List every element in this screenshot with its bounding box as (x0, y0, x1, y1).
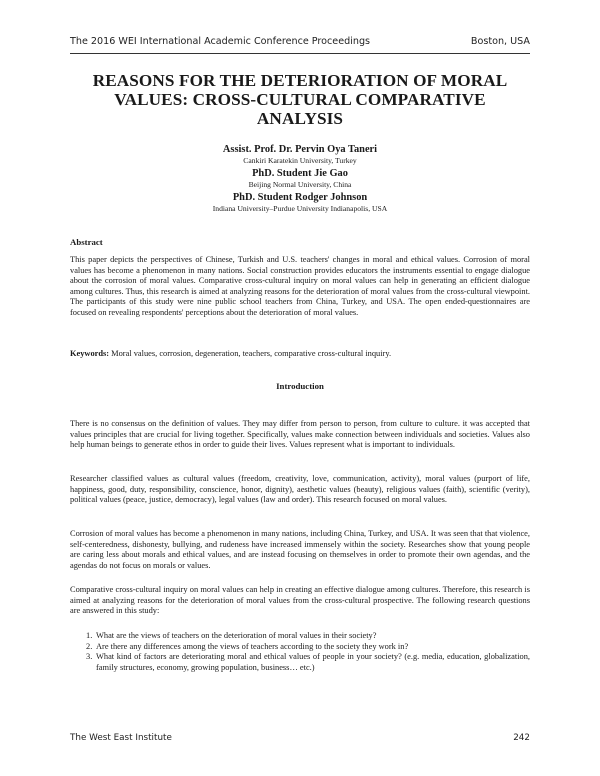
author-affiliation: Cankiri Karatekin University, Turkey (243, 156, 357, 165)
author-block (70, 143, 530, 215)
author-name: PhD. Student Rodger Johnson (232, 192, 368, 203)
list-item (70, 631, 530, 642)
intro-paragraph: There is no consensus on the definition of values. They may differ from person to person, from culture to culture. it was accepted that values principles that are crucial for living together. Specifically, values make connection between individuals and societies. Values also help human beings to generate ethos in order to guide their lives. Values represent what is important to individuals. (70, 419, 530, 450)
intro-paragraph: Comparative cross-cultural inquiry on moral values can help in creating an effective dialogue among cultures. Therefore, this research is aimed at analyzing reasons for the deterioration of moral values from the cross-cultural prospective. The following research questions are answered in this study: (70, 585, 530, 616)
list-item-number: 3. (86, 652, 93, 662)
intro-paragraph: Corrosion of moral values has become a phenomenon in many nations, including China, Turkey, and USA. It was seen that that violence, self-centeredness, dishonesty, bullying, and rudeness have increased immensely within the society. Researches show that young people are caring less about morals and ethical values, and are instead focusing on themselves in order to promote their own agendas, and the agendas do not focus on morals or values. (70, 529, 530, 570)
author-affiliation: Indiana University–Purdue University Indianapolis, USA (212, 204, 388, 213)
list-item-text: What kind of factors are deteriorating moral and ethical values of people in your society? (e.g. media, education, globalization, family structures, economy, growing population, business… etc.) (96, 652, 530, 672)
running-footer (70, 733, 530, 747)
section-heading-introduction: Introduction (276, 381, 324, 391)
list-item (70, 652, 530, 673)
list-item-text: What are the views of teachers on the deterioration of moral values in their society? (96, 631, 377, 640)
research-questions-list (70, 631, 530, 673)
paper-title: REASONS FOR THE DETERIORATION OF MORAL VALUES: CROSS-CULTURAL COMPARATIVE ANALYSIS (92, 71, 508, 128)
author-affiliation: Beijing Normal University, China (248, 180, 352, 189)
author-name: Assist. Prof. Dr. Pervin Oya Taneri (222, 144, 378, 155)
list-item-text: Are there any differences among the views of teachers according to the society they work in? (96, 641, 409, 651)
page-number: 242 (513, 733, 530, 743)
author-name: PhD. Student Jie Gao (252, 168, 348, 179)
footer-publisher: The West East Institute (70, 733, 172, 743)
list-item-number: 1. (86, 631, 93, 640)
keywords-label: Keywords: (70, 349, 110, 358)
list-item (70, 642, 530, 653)
intro-paragraph: Researcher classified values as cultural values (freedom, creativity, love, communication, activity), moral values (purport of life, happiness, good, duty, responsibility, conscience, honor, dignity), aesthetic values (beauty), religious values (faith), scientific (verity), political values (peace, justice, democracy), legal values (law and order). This research focused on moral values. (70, 474, 530, 505)
header-location: Boston, USA (470, 36, 530, 47)
header-divider (70, 53, 530, 54)
list-item-number: 2. (86, 641, 93, 651)
abstract-heading: Abstract (70, 237, 103, 247)
keywords-text: Moral values, corrosion, degeneration, teachers, comparative cross-cultural inquiry. (109, 349, 392, 358)
keywords-line (70, 349, 530, 360)
running-header (70, 36, 530, 52)
header-conference: The 2016 WEI International Academic Conference Proceedings (70, 36, 371, 47)
abstract-body: This paper depicts the perspectives of Chinese, Turkish and U.S. teachers' changes in moral and ethical values. Corrosion of moral values has become a phenomenon in many nations. Social construction provides educators the instruments essential to engage dialogue about the corrosion of moral values. Comparative cross-cultural inquiry on moral values can help in generating an efficient dialogue among cultures. Thus, this research is aimed at analyzing reasons for the deterioration of moral values from the cross-cultural viewpoint. The participants of this study were nine public school teachers from China, Turkey, and USA. The open ended-questionnaires are focused on revealing respondents' perceptions about the deterioration of moral values. (70, 255, 530, 317)
